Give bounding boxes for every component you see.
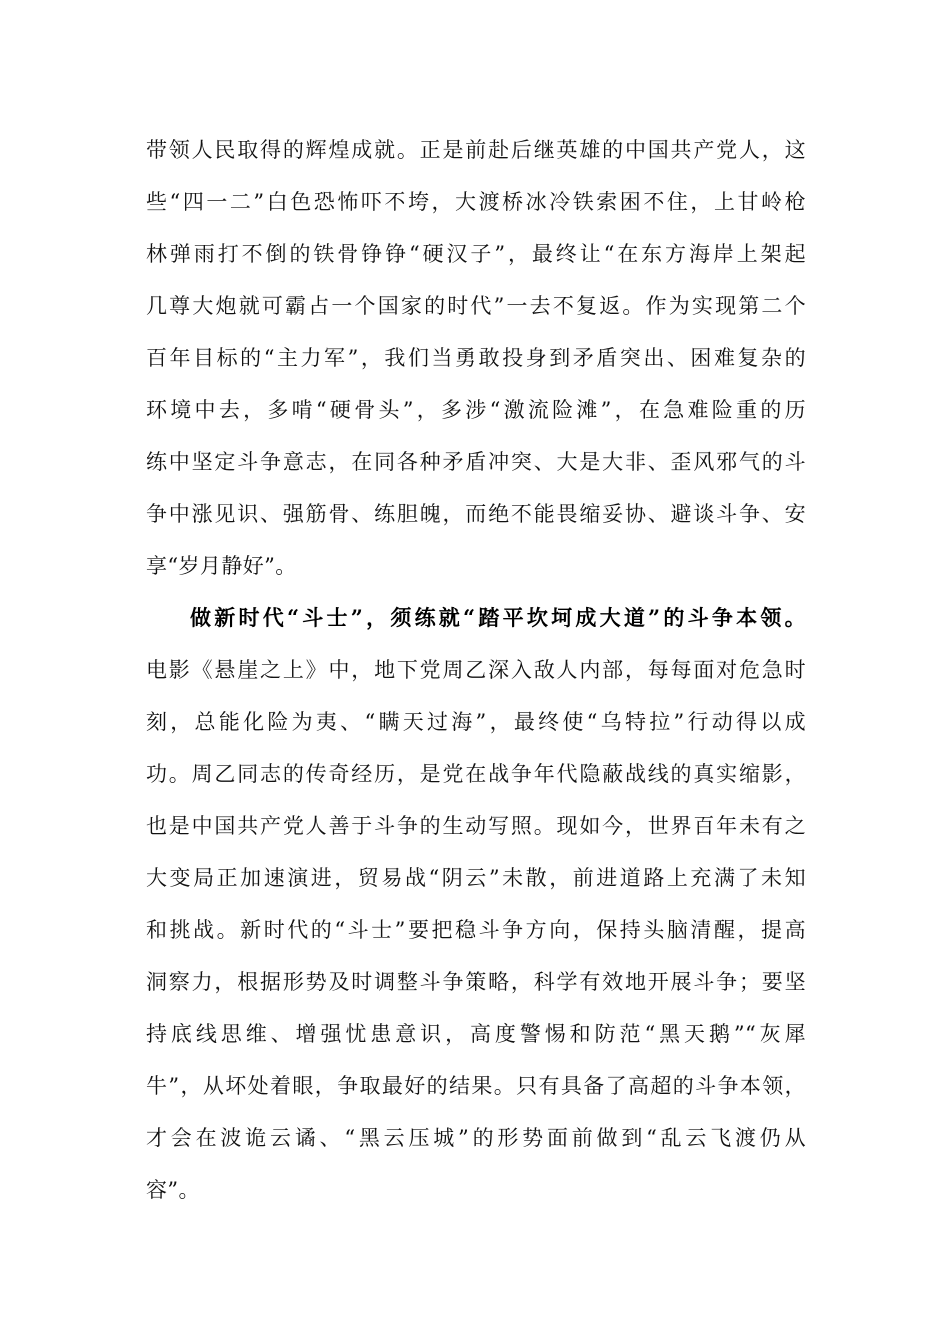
text-line-8: 争中涨见识、强筋骨、练胆魄，而绝不能畏缩妥协、避谈斗争、安 <box>146 502 806 526</box>
text-line-5: 百年目标的“主力军”，我们当勇敢投身到矛盾突出、困难复杂的 <box>146 346 806 370</box>
text-line-6: 环境中去，多啃“硬骨头”，多涉“激流险滩”，在急难险重的历 <box>146 398 806 422</box>
text-line-18: 持底线思维、增强忧患意识，高度警惕和防范“黑天鹅”“灰犀 <box>146 1022 806 1046</box>
text-line-13: 功。周乙同志的传奇经历，是党在战争年代隐蔽战线的真实缩影， <box>146 762 806 786</box>
text-line-16: 和挑战。新时代的“斗士”要把稳斗争方向，保持头脑清醒，提高 <box>146 918 806 942</box>
text-line-4: 几尊大炮就可霸占一个国家的时代”一去不复返。作为实现第二个 <box>146 294 806 318</box>
text-line-20: 才会在波诡云谲、“黑云压城”的形势面前做到“乱云飞渡仍从 <box>146 1126 806 1150</box>
section-heading: 做新时代“斗士”，须练就“踏平坎坷成大道”的斗争本领。 <box>190 605 806 630</box>
text-line-11: 电影《悬崖之上》中，地下党周乙深入敌人内部，每每面对危急时 <box>146 658 806 682</box>
text-line-9: 享“岁月静好”。 <box>146 554 297 578</box>
text-line-12: 刻，总能化险为夷、“瞒天过海”，最终使“乌特拉”行动得以成 <box>146 710 806 734</box>
text-line-15: 大变局正加速演进，贸易战“阴云”未散，前进道路上充满了未知 <box>146 866 806 890</box>
text-line-17: 洞察力，根据形势及时调整斗争策略，科学有效地开展斗争；要坚 <box>146 970 806 994</box>
text-line-3: 林弹雨打不倒的铁骨铮铮“硬汉子”，最终让“在东方海岸上架起 <box>146 242 806 266</box>
text-line-1: 带领人民取得的辉煌成就。正是前赴后继英雄的中国共产党人，这 <box>146 138 806 162</box>
text-line-2: 些“四一二”白色恐怖吓不垮，大渡桥冰冷铁索困不住，上甘岭枪 <box>146 190 806 214</box>
text-line-21: 容”。 <box>146 1178 200 1202</box>
text-line-14: 也是中国共产党人善于斗争的生动写照。现如今，世界百年未有之 <box>146 814 806 838</box>
text-line-7: 练中坚定斗争意志，在同各种矛盾冲突、大是大非、歪风邪气的斗 <box>146 450 806 474</box>
text-line-19: 牛”，从坏处着眼，争取最好的结果。只有具备了高超的斗争本领， <box>146 1074 806 1098</box>
